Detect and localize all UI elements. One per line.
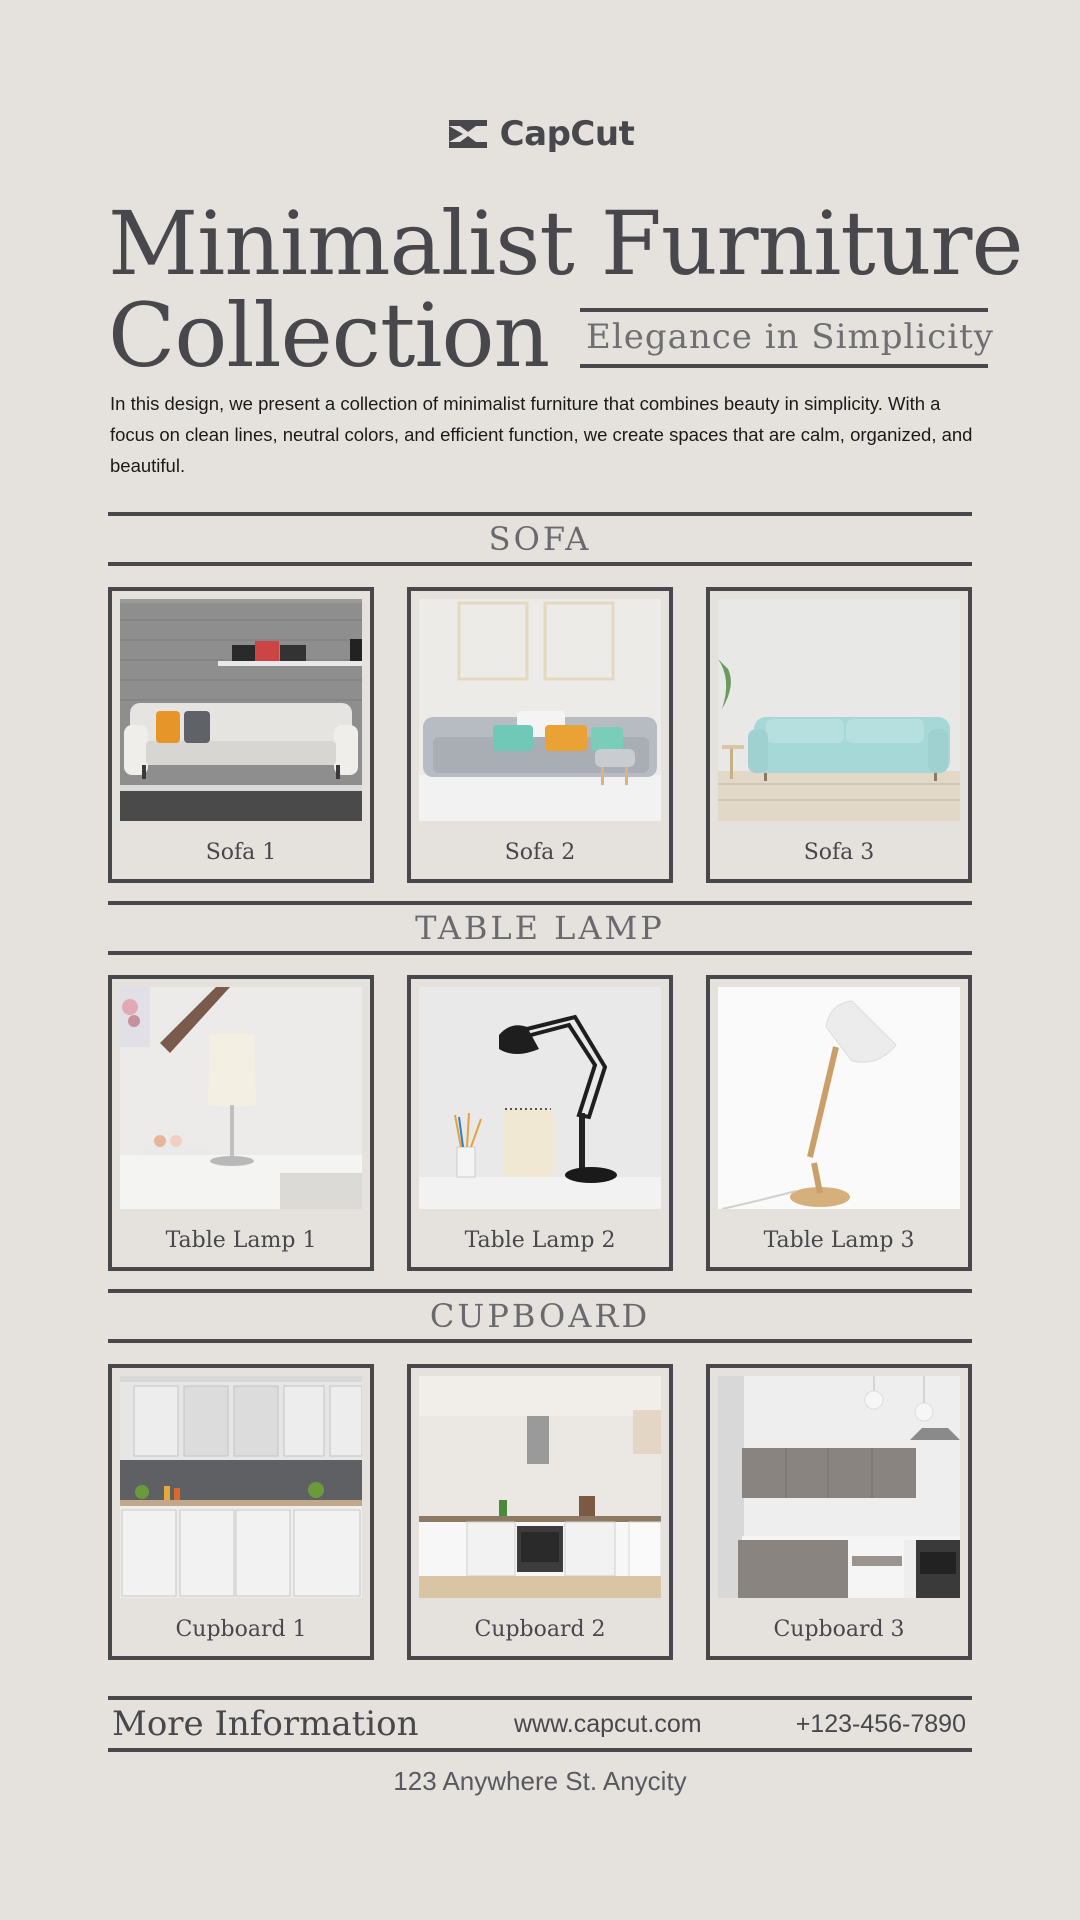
cupboard-2-photo [419,1376,661,1598]
section-heading-table-lamp: TABLE LAMP [108,901,972,955]
table-lamp-1-photo [120,987,362,1209]
card-label: Cupboard 3 [773,1617,905,1642]
product-card-sofa-1[interactable] [108,587,374,883]
sofa-grid [108,587,972,883]
website-link[interactable]: www.capcut.com [514,1709,702,1738]
table-lamp-3-photo [718,987,960,1209]
section-heading-cupboard: CUPBOARD [108,1289,972,1343]
card-label: Sofa 1 [205,840,277,865]
card-label: Table Lamp 2 [464,1228,616,1253]
card-label: Table Lamp 3 [763,1228,915,1253]
address: 123 Anywhere St. Anycity [393,1766,687,1796]
card-label: Cupboard 2 [474,1617,606,1642]
sofa-1-photo [120,599,362,821]
phone-number[interactable]: +123-456-7890 [795,1709,966,1738]
title-line-2: Collection [108,284,550,387]
more-information-label: More Information [112,1704,419,1744]
brand-logo [0,114,1080,154]
card-label: Sofa 3 [803,840,875,865]
page-title [108,192,1023,387]
card-label: Cupboard 1 [175,1617,307,1642]
sofa-2-photo [419,599,661,821]
product-card-cupboard-2[interactable] [407,1364,673,1660]
section-heading-sofa: SOFA [108,512,972,566]
product-card-cupboard-3[interactable] [706,1364,972,1660]
product-card-cupboard-1[interactable] [108,1364,374,1660]
title-line-1: Minimalist Furniture [108,192,1023,295]
footer-bar [108,1696,972,1752]
intro-paragraph: In this design, we present a collection of minimalist furniture that combines beauty in simplicity. With a focus on clean lines, neutral colors, and efficient function, we create spaces that are calm, organized, and beautiful. [110,393,973,476]
tagline: Elegance in Simplicity [580,308,988,368]
capcut-logo-icon [446,116,490,152]
table-lamp-2-photo [419,987,661,1209]
card-label: Sofa 2 [504,840,576,865]
sofa-3-photo [718,599,960,821]
brand-name: CapCut [499,114,635,154]
cupboard-grid [108,1364,972,1660]
cupboard-1-photo [120,1376,362,1598]
product-card-table-lamp-3[interactable] [706,975,972,1271]
card-label: Table Lamp 1 [165,1228,317,1253]
product-card-table-lamp-2[interactable] [407,975,673,1271]
product-card-sofa-2[interactable] [407,587,673,883]
product-card-sofa-3[interactable] [706,587,972,883]
product-card-table-lamp-1[interactable] [108,975,374,1271]
table-lamp-grid [108,975,972,1271]
cupboard-3-photo [718,1376,960,1598]
